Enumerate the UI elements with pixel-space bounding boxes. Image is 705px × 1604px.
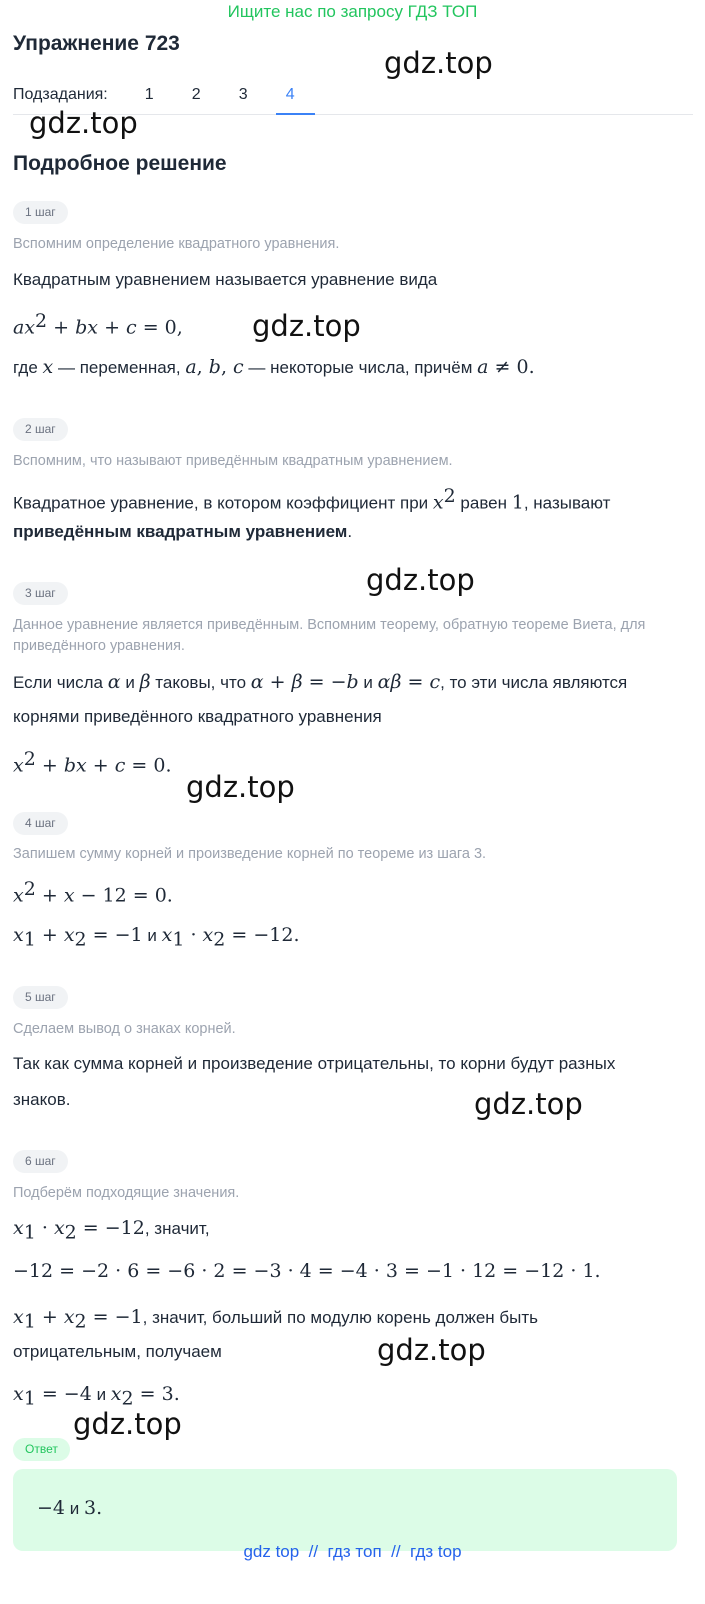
watermark: gdz.top bbox=[366, 563, 475, 597]
tab-subtask-2[interactable]: 2 bbox=[191, 86, 201, 103]
step-badge: 5 шаг bbox=[13, 986, 68, 1009]
step-text: отрицательным, получаем bbox=[13, 1342, 222, 1361]
step-text: Квадратное уравнение, в котором коэффициент при $x^2$ равен 1, называют bbox=[13, 485, 611, 514]
watermark: gdz.top bbox=[474, 1087, 583, 1121]
step-hint: Данное уравнение является приведённым. Вспомним теорему, обратную теореме Виета, для приведённого уравнения. bbox=[13, 617, 646, 654]
step-hint: Сделаем вывод о знаках корней. bbox=[13, 1021, 236, 1037]
equation: $x_1 = -4$ и $x_2 = 3$. bbox=[13, 1383, 180, 1410]
step-hint: Запишем сумму корней и произведение корней по теореме из шага 3. bbox=[13, 846, 487, 862]
equation: $x_1 \cdot x_2 = -12$, значит, bbox=[13, 1217, 210, 1244]
watermark: gdz.top bbox=[186, 770, 295, 804]
step-badge: 6 шаг bbox=[13, 1150, 68, 1173]
step-text: корнями приведённого квадратного уравнения bbox=[13, 707, 382, 726]
answer-badge: Ответ bbox=[13, 1438, 70, 1461]
equation: $ax^2$ + bx + c = 0, bbox=[13, 310, 183, 339]
step-hint: Подберём подходящие значения. bbox=[13, 1185, 240, 1201]
step-text: где x — переменная, a, b, c — некоторые числа, причём a ≠ 0. bbox=[13, 356, 535, 378]
equation: $x_1 + x_2 = -1$, значит, больший по модулю корень должен быть bbox=[13, 1306, 539, 1333]
equation: $x^2$ + bx + c = 0. bbox=[13, 748, 172, 777]
equation: −12 = −2 · 6 = −6 · 2 = −3 · 4 = −4 · 3 = −1 · 12 = −12 · 1. bbox=[13, 1260, 601, 1282]
active-tab-indicator bbox=[276, 113, 315, 115]
watermark: gdz.top bbox=[384, 46, 493, 80]
watermark: gdz.top bbox=[377, 1333, 486, 1367]
step-text: Если числа α и β таковы, что α + β = −b и αβ = c, то эти числа являются bbox=[13, 671, 628, 693]
promo-banner: Ищите нас по запросу ГДЗ ТОП bbox=[227, 2, 478, 21]
page-title: Упражнение 723 bbox=[13, 32, 180, 55]
equation: $x_1 + x_2 = -1$ и $x_1 \cdot x_2 = -12$. bbox=[13, 924, 300, 951]
step-badge: 1 шаг bbox=[13, 201, 68, 224]
tab-subtask-4[interactable]: 4 bbox=[285, 86, 295, 103]
subtask-tabs bbox=[13, 86, 314, 104]
subtasks-label: Подзадания: bbox=[13, 86, 108, 103]
watermark: gdz.top bbox=[73, 1407, 182, 1441]
step-badge: 2 шаг bbox=[13, 418, 68, 441]
watermark: gdz.top bbox=[29, 106, 138, 140]
equation: $x^2 + x - 12 = 0$. bbox=[13, 878, 173, 907]
tab-subtask-3[interactable]: 3 bbox=[238, 86, 248, 103]
tab-subtask-1[interactable]: 1 bbox=[144, 86, 154, 103]
step-hint: Вспомним определение квадратного уравнения. bbox=[13, 236, 340, 252]
answer-text: −4 и 3. bbox=[37, 1497, 103, 1519]
footer-links[interactable]: gdz top // гдз топ // гдз top bbox=[243, 1542, 462, 1561]
watermark: gdz.top bbox=[252, 309, 361, 343]
section-title: Подробное решение bbox=[13, 152, 227, 175]
answer-box bbox=[13, 1469, 677, 1551]
step-badge: 3 шаг bbox=[13, 582, 68, 605]
step-text: знаков. bbox=[13, 1090, 71, 1109]
step-text: приведённым квадратным уравнением. bbox=[13, 522, 353, 541]
step-badge: 4 шаг bbox=[13, 812, 68, 835]
step-text: Так как сумма корней и произведение отрицательны, то корни будут разных bbox=[13, 1054, 616, 1073]
step-text: Квадратным уравнением называется уравнение вида bbox=[13, 270, 438, 289]
step-hint: Вспомним, что называют приведённым квадратным уравнением. bbox=[13, 453, 453, 469]
